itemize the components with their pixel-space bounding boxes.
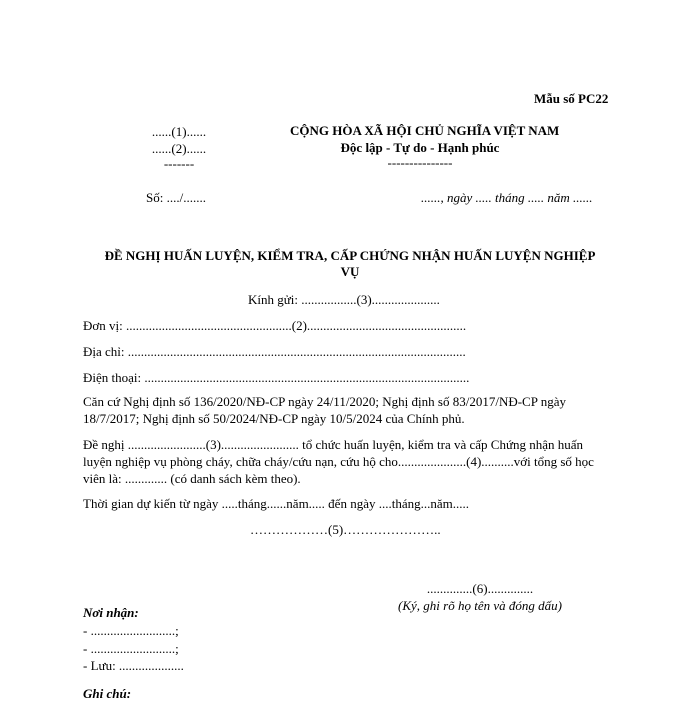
recipient-item: - ..........................; (83, 623, 179, 638)
content-placeholder-5: ………………(5)………………….. (250, 522, 441, 537)
national-motto: Độc lập - Tự do - Hạnh phúc (340, 140, 500, 155)
phone-field: Điện thoại: .................................................................................................... (83, 370, 470, 385)
document-number: Số: ..../....... (146, 190, 206, 205)
address-field: Địa chỉ: ........................................................................................................ (83, 344, 466, 359)
recipient-item-archive: - Lưu: .................... (83, 658, 184, 673)
recipient-line: Kính gửi: .................(3)..................... (248, 292, 440, 307)
signature-line: ..............(6).............. (426, 581, 534, 596)
signature-note: (Ký, ghi rõ họ tên và đóng dấu) (398, 598, 562, 613)
recipients-heading: Nơi nhận: (83, 605, 139, 620)
schedule-line: Thời gian dự kiến từ ngày .....tháng......năm..... đến ngày ....tháng...năm..... (83, 496, 469, 511)
form-code: Mẫu số PC22 (534, 91, 609, 106)
country-name: CỘNG HÒA XÃ HỘI CHỦ NGHĨA VIỆT NAM (290, 123, 560, 138)
document-title-line2: VỤ (340, 264, 360, 279)
date-line: ......, ngày ..... tháng ..... năm ...... (421, 190, 593, 205)
unit-field: Đơn vị: ...................................................(2)................................................. (83, 318, 467, 333)
notes-heading: Ghi chú: (83, 686, 132, 701)
agency-parent: ......(1)...... (151, 124, 207, 139)
legal-basis-paragraph: Căn cứ Nghị định số 136/2020/NĐ-CP ngày 24/11/2020; Nghị định số 83/2017/NĐ-CP ngày 18/7/2017; Nghị định số 50/2024/NĐ-CP ngày 10/5/2024 của Chính phủ. (83, 394, 566, 426)
recipient-item: - ..........................; (83, 641, 179, 656)
right-divider: --------------- (387, 155, 453, 170)
document-title-line1: ĐỀ NGHỊ HUẤN LUYỆN, KIỂM TRA, CẤP CHỨNG NHẬN HUẤN LUYỆN NGHIỆP (104, 248, 596, 263)
agency-name: ......(2)...... (151, 141, 207, 156)
request-paragraph: Đề nghị ........................(3)........................ tổ chức huấn luyện, kiểm tra và cấp Chứng nhận huấn luyện nghiệp vụ phòng cháy, chữa cháy/cứu nạn, cứu hộ cho.....................(4)..........với tổng số học viên là: ............. (có danh sách kèm theo). (83, 437, 594, 486)
left-divider: ------- (163, 156, 195, 171)
